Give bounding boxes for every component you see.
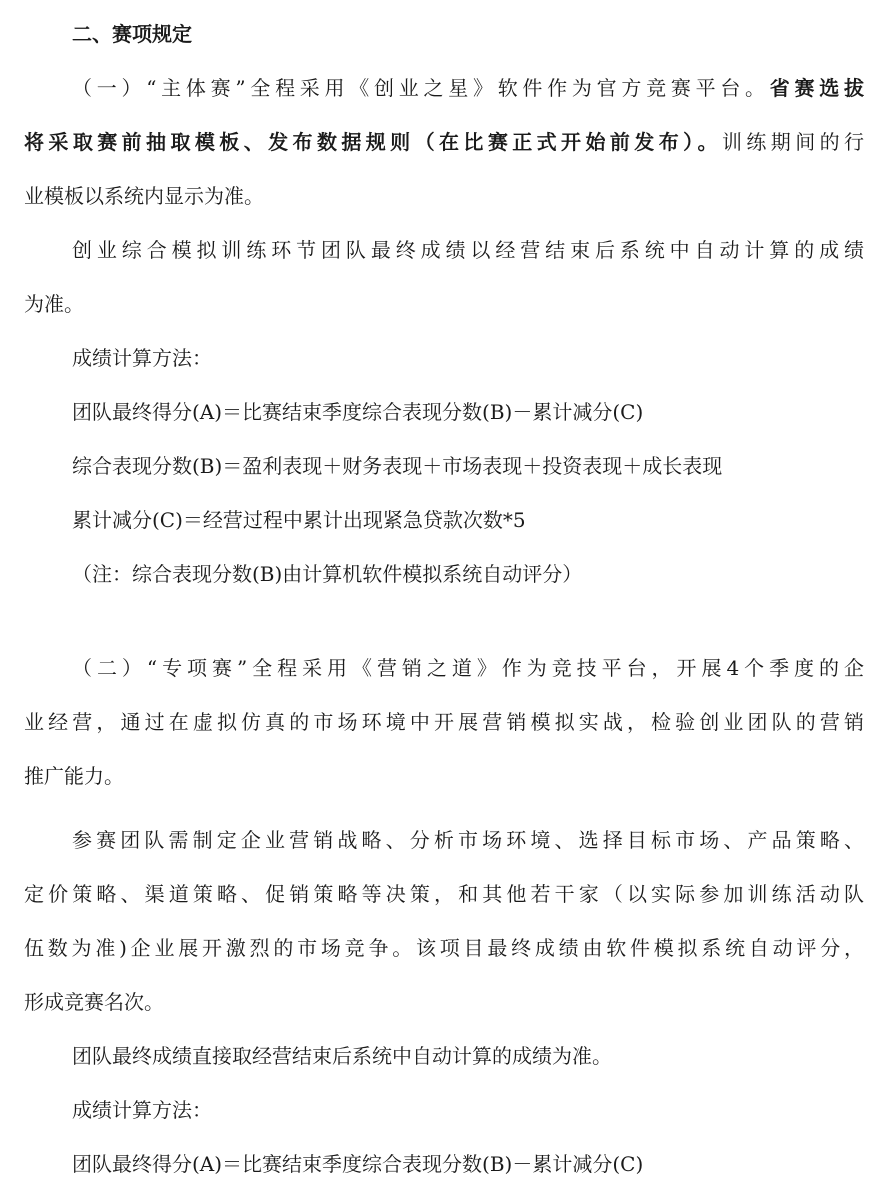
part1-note: （注：综合表现分数(B)由计算机软件模拟系统自动评分） — [72, 562, 583, 586]
part1-formula-b: 综合表现分数(B)＝盈利表现＋财务表现＋市场表现＋投资表现＋成长表现 — [72, 454, 723, 478]
part1-para2-line1: 创业综合模拟训练环节团队最终成绩以经营结束后系统中自动计算的成绩 — [72, 238, 864, 262]
part1-formula-c: 累计减分(C)＝经营过程中累计出现紧急贷款次数*5 — [72, 508, 526, 532]
part2-formula-a: 团队最终得分(A)＝比赛结束季度综合表现分数(B)－累计减分(C) — [72, 1152, 644, 1176]
part1-formula-a: 团队最终得分(A)＝比赛结束季度综合表现分数(B)－累计减分(C) — [72, 400, 644, 424]
part2-para1-line3: 推广能力。 — [24, 764, 124, 788]
part1-para1-line1 — [72, 74, 864, 102]
part2-para2-line2: 定价策略、渠道策略、促销策略等决策，和其他若干家（以实际参加训练活动队 — [24, 882, 864, 906]
part1-para1-line2-bold: 将采取赛前抽取模板、发布数据规则（在比赛正式开始前发布）。 — [24, 130, 722, 154]
section-heading: 二、赛项规定 — [72, 22, 192, 46]
part2-method-label: 成绩计算方法： — [72, 1098, 212, 1122]
part1-method-label: 成绩计算方法： — [72, 346, 212, 370]
part1-para1-line1-plain: （一）“主体赛”全程采用《创业之星》软件作为官方竞赛平台。 — [72, 76, 770, 100]
part1-para1-line2 — [24, 128, 864, 156]
part2-para1-line2: 业经营，通过在虚拟仿真的市场环境中开展营销模拟实战，检验创业团队的营销 — [24, 710, 864, 734]
part2-para1-line1: （二）“专项赛”全程采用《营销之道》作为竞技平台，开展4个季度的企 — [72, 656, 864, 680]
part2-para3: 团队最终成绩直接取经营结束后系统中自动计算的成绩为准。 — [72, 1044, 612, 1068]
part1-para1-line2-plain: 训练期间的行 — [721, 130, 864, 154]
part1-para1-line3: 业模板以系统内显示为准。 — [24, 184, 264, 208]
part1-para1-line1-bold: 省赛选拔 — [769, 76, 864, 100]
part1-para2-line2: 为准。 — [24, 292, 84, 316]
part2-para2-line1: 参赛团队需制定企业营销战略、分析市场环境、选择目标市场、产品策略、 — [72, 828, 864, 852]
part2-para2-line3: 伍数为准)企业展开激烈的市场竞争。该项目最终成绩由软件模拟系统自动评分， — [24, 936, 864, 960]
part2-para2-line4: 形成竞赛名次。 — [24, 990, 164, 1014]
